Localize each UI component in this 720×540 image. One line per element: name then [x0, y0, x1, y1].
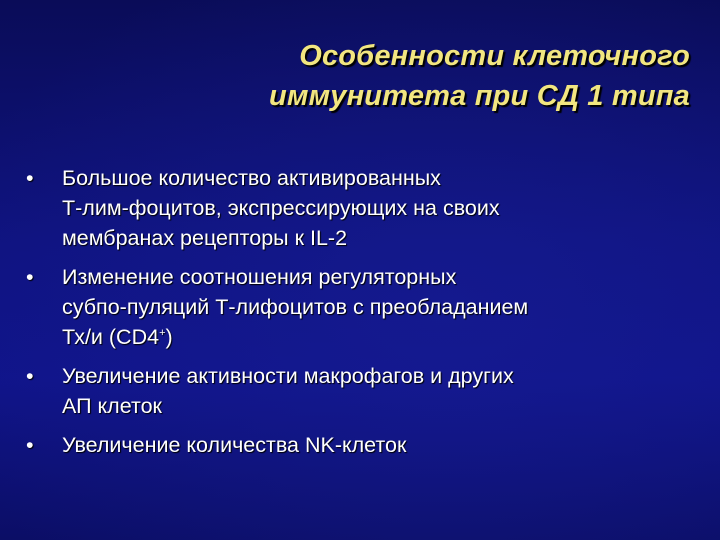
- bullet-text-line: мембранах рецепторы к IL-2: [62, 226, 348, 250]
- bullet-marker: •: [26, 433, 34, 457]
- bullet-item-nk-cells: [24, 430, 704, 460]
- bullet-item-macrophage-activity: [24, 361, 704, 421]
- cd4-superscript: +: [159, 326, 166, 339]
- slide-title-line-1: Особенности клеточного: [299, 40, 690, 72]
- bullet-item-regulatory-subpopulations: [24, 262, 704, 352]
- bullet-text-line: Изменение соотношения регуляторных: [62, 265, 457, 289]
- bullet-text-line: Увеличение количества NK-клеток: [62, 433, 407, 457]
- bullet-text-line: субпо-пуляций Т-лифоцитов с преобладанием: [62, 295, 529, 319]
- slide-title-line-2: иммунитета при СД 1 типа: [269, 80, 690, 112]
- bullet-marker: •: [26, 364, 34, 388]
- bullet-text-line: АП клеток: [62, 394, 162, 418]
- bullet-text-line-cd4: [62, 322, 704, 352]
- bullet-text-line: Т-лим-фоцитов, экспрессирующих на своих: [62, 196, 500, 220]
- bullet-marker: •: [26, 166, 34, 190]
- slide-title: [90, 36, 690, 116]
- cd4-suffix: ): [165, 325, 173, 349]
- cd4-prefix: Тх/и (CD4: [62, 325, 160, 349]
- bullet-marker: •: [26, 265, 34, 289]
- bullet-list: [24, 163, 704, 469]
- bullet-text-line: Увеличение активности макрофагов и других: [62, 364, 514, 388]
- bullet-text-line: Большое количество активированных: [62, 166, 441, 190]
- bullet-item-activated-t-lymphocytes: [24, 163, 704, 253]
